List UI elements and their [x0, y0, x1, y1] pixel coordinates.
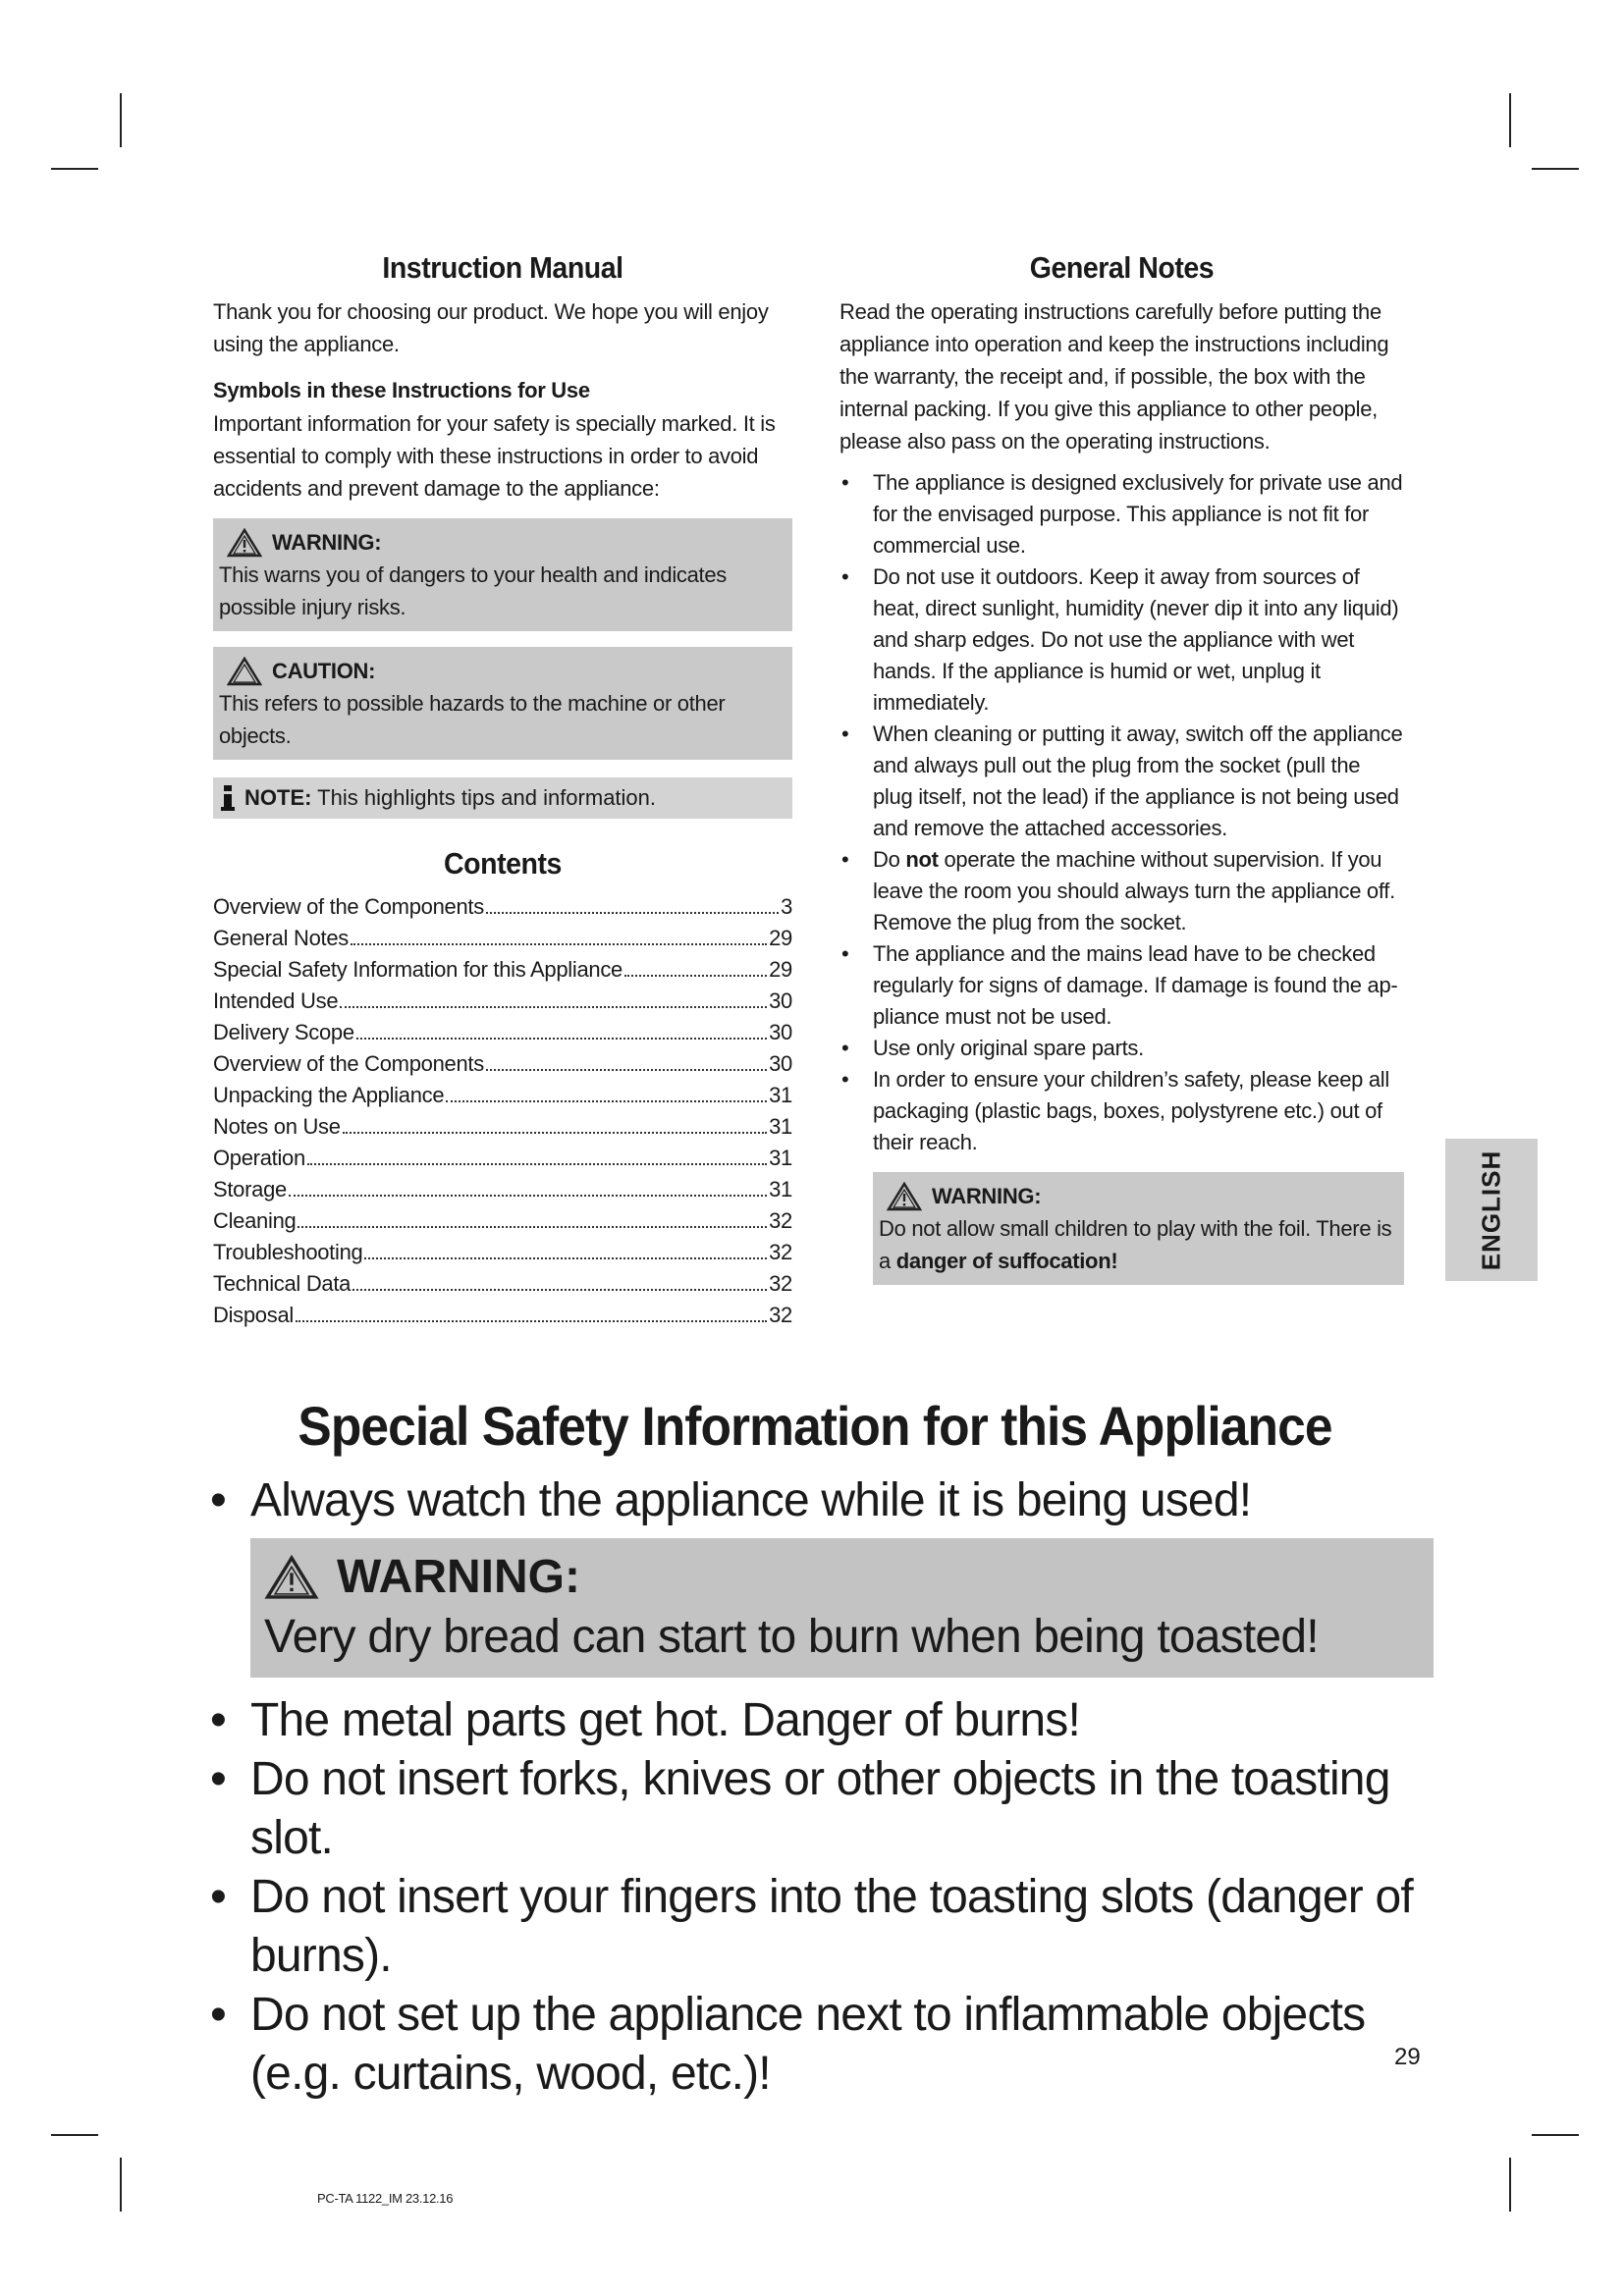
foil-warning-text: Do not allow small children to play with the foil. There is a: [879, 1216, 1392, 1273]
toc-entry-title: Troubleshooting: [213, 1240, 363, 1264]
toc-leader-dots: [352, 1268, 767, 1291]
toc-entry: [213, 1017, 792, 1048]
toc-entry: [213, 1080, 792, 1111]
toc-leader-dots: [340, 986, 767, 1008]
toc-entry: [213, 1300, 792, 1331]
list-item: • In order to ensure your children’s safety, please keep all packaging (plastic bags, boxes, polystyrene etc.) out of their reach.: [839, 1064, 1404, 1158]
toc-leader-dots: [364, 1237, 767, 1259]
warning-triangle-icon: [264, 1555, 319, 1600]
safety-item: • Do not insert forks, knives or other objects in the toasting slot.: [196, 1750, 1434, 1868]
crop-mark: [51, 168, 98, 170]
toc-leader-dots: [624, 954, 767, 977]
toc-entry-title: Cleaning: [213, 1208, 297, 1233]
warning-text: This warns you of dangers to your health and indicates possible injury risks.: [219, 562, 727, 619]
right-column: [839, 250, 1404, 1285]
crop-mark: [1532, 2134, 1579, 2136]
safety-item: • Always watch the appliance while it is being used!: [196, 1471, 1434, 1530]
toc-entry: [213, 1268, 792, 1300]
safety-item: • Do not insert your fingers into the toasting slots (danger of burns).: [196, 1868, 1434, 1986]
toc-entry-title: Storage: [213, 1177, 287, 1201]
note-text: This highlights tips and information.: [317, 785, 657, 810]
symbols-heading: Symbols in these Instructions for Use: [213, 378, 590, 402]
page-number: 29: [1394, 2044, 1421, 2070]
supervision-bold: not: [905, 847, 939, 872]
toc-leader-dots: [296, 1300, 767, 1322]
toc-entry: [213, 1048, 792, 1080]
toc-entry-page: 3: [781, 894, 792, 919]
crop-mark: [1509, 93, 1511, 147]
toc-entry-page: 30: [769, 988, 792, 1013]
language-tab: [1445, 1139, 1538, 1281]
contents-title: Contents: [444, 846, 562, 881]
toc-entry: [213, 1205, 792, 1237]
toc-entry: [213, 1111, 792, 1143]
toc-entry-page: 32: [769, 1303, 792, 1327]
note-label: NOTE:: [244, 785, 312, 810]
crop-mark: [120, 93, 122, 147]
symbols-text: Important information for your safety is specially marked. It is essential to comply with these instructions in order to avoid accidents and prevent damage to the appliance:: [213, 411, 776, 501]
left-column: [213, 250, 792, 1331]
toc-entry: [213, 1174, 792, 1205]
foil-warning-emphasis: danger of suffocation!: [895, 1249, 1118, 1273]
language-tab-label: ENGLISH: [1476, 1149, 1506, 1270]
toc-entry: [213, 923, 792, 954]
toc-entry-page: 31: [769, 1114, 792, 1139]
toc-leader-dots: [446, 1080, 767, 1102]
toc-entry-title: Overview of the Components: [213, 1051, 484, 1076]
toc-entry-title: Special Safety Information for this Appliance: [213, 957, 623, 982]
supervision-pre: Do: [873, 847, 906, 872]
toc-entry-page: 30: [769, 1020, 792, 1044]
toc-entry-page: 32: [769, 1271, 792, 1296]
warning-label: WARNING:: [272, 530, 382, 555]
warning-box: [213, 518, 792, 631]
toast-warning-text: Very dry bread can start to burn when being toasted!: [264, 1611, 1319, 1663]
toc-leader-dots: [356, 1017, 767, 1040]
toast-warning-box: [250, 1538, 1434, 1678]
toc-entry-title: Delivery Scope: [213, 1020, 354, 1044]
toc-entry-title: General Notes: [213, 926, 349, 950]
toc-entry-page: 30: [769, 1051, 792, 1076]
footer-code: PC-TA 1122_IM 23.12.16: [317, 2191, 454, 2206]
toc-entry-page: 31: [769, 1083, 792, 1107]
toast-warning-label: WARNING:: [337, 1551, 580, 1603]
crop-mark: [1532, 168, 1579, 170]
toc-entry-page: 31: [769, 1146, 792, 1170]
warning-triangle-icon: [887, 1182, 922, 1211]
toc-entry-title: Technical Data: [213, 1271, 352, 1296]
list-item: • The appliance and the mains lead have to be checked regularly for signs of damage. If damage is found the appliance must not be used.: [839, 938, 1404, 1033]
special-safety-title: Special Safety Information for this Appliance: [298, 1395, 1332, 1457]
list-item: • When cleaning or putting it away, switch off the appliance and always pull out the plug from the socket (pull the plug itself, not the lead) if the appliance is not being used and remove the attached accessories.: [839, 719, 1404, 844]
toc-leader-dots: [289, 1174, 767, 1197]
foil-warning-box: [873, 1172, 1404, 1285]
toc-entry-page: 29: [769, 926, 792, 950]
caution-label: CAUTION:: [272, 659, 376, 683]
list-item: • The appliance is designed exclusively for private use and for the envisaged purpose. This appliance is not fit for commercial use.: [839, 467, 1404, 561]
toc-entry-title: Intended Use: [213, 988, 339, 1013]
special-safety-section: [196, 1394, 1434, 2104]
general-notes-intro: Read the operating instructions carefully before putting the appliance into operation and keep the instructions including the warranty, the receipt and, if possible, the box with the internal packing. If you give this appliance to other people, please also pass on the operating instructions.: [839, 299, 1389, 454]
table-of-contents: [213, 891, 792, 1331]
supervision-line-2: Remove the plug from the socket.: [873, 910, 1187, 934]
toc-leader-dots: [486, 1048, 767, 1071]
instruction-manual-title: Instruction Manual: [382, 250, 623, 285]
list-item: • Do not use it outdoors. Keep it away from sources of heat, direct sunlight, humidity (never dip it into any liquid) and sharp edges. Do not use the appliance with wet hands. If the appliance is humid or wet, unplug it immediately.: [839, 561, 1404, 719]
toc-entry-title: Operation: [213, 1146, 305, 1170]
caution-triangle-icon: [227, 657, 262, 686]
toc-leader-dots: [351, 923, 767, 945]
toc-entry: [213, 954, 792, 986]
caution-box: [213, 647, 792, 760]
toc-entry-page: 29: [769, 957, 792, 982]
intro-text: Thank you for choosing our product. We hope you will enjoy using the appliance.: [213, 299, 769, 356]
toc-entry-page: 32: [769, 1240, 792, 1264]
toc-leader-dots: [343, 1111, 767, 1134]
caution-text: This refers to possible hazards to the machine or other objects.: [219, 691, 726, 748]
crop-mark: [51, 2134, 98, 2136]
toc-entry-page: 31: [769, 1177, 792, 1201]
list-item: [839, 844, 1404, 938]
warning-triangle-icon: [227, 528, 262, 558]
safety-item: • Do not set up the appliance next to inflammable objects (e.g. curtains, wood, etc.)!: [196, 1986, 1434, 2104]
toc-entry: [213, 891, 792, 923]
supervision-post: operate the machine without supervision. If you leave the room you should always turn the appliance off.: [873, 847, 1395, 903]
safety-item: • The metal parts get hot. Danger of burns!: [196, 1691, 1434, 1750]
crop-mark: [120, 2158, 122, 2212]
toc-entry-title: Unpacking the Appliance: [213, 1083, 445, 1107]
note-box: [213, 777, 792, 819]
toc-leader-dots: [486, 891, 779, 914]
toc-entry-title: Overview of the Components: [213, 894, 484, 919]
safety-list: [196, 1691, 1434, 2104]
toc-entry-title: Disposal: [213, 1303, 294, 1327]
general-notes-list: [839, 467, 1404, 1158]
crop-mark: [1509, 2158, 1511, 2212]
list-item: • Use only original spare parts.: [839, 1033, 1404, 1064]
info-icon: [221, 785, 235, 811]
toc-leader-dots: [298, 1205, 767, 1228]
toc-entry: [213, 1143, 792, 1174]
toc-entry-page: 32: [769, 1208, 792, 1233]
foil-warning-label: WARNING:: [932, 1184, 1042, 1208]
general-notes-title: General Notes: [1029, 250, 1215, 285]
toc-entry: [213, 1237, 792, 1268]
toc-leader-dots: [307, 1143, 767, 1165]
toc-entry: [213, 986, 792, 1017]
toc-entry-title: Notes on Use: [213, 1114, 341, 1139]
